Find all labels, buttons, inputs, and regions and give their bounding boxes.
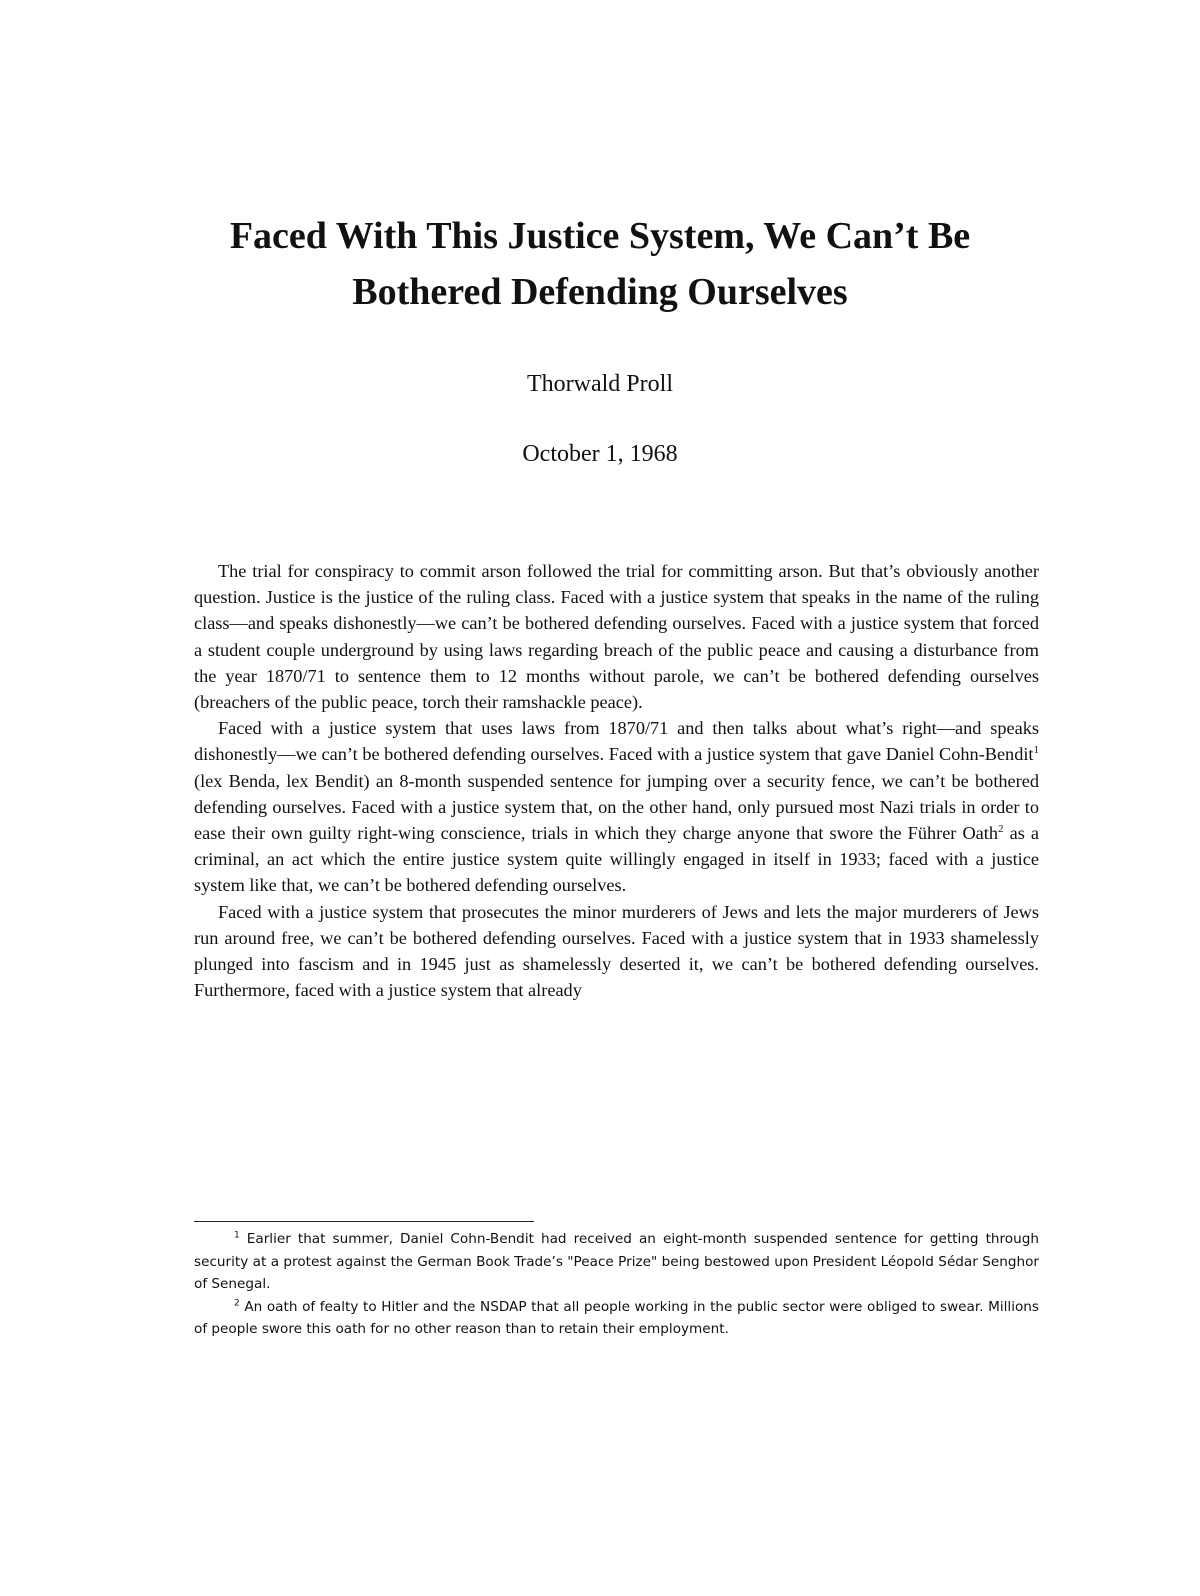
footnote-marker-2: 2 <box>234 1297 240 1308</box>
body-text <box>194 558 1039 1003</box>
title-line-2: Bothered Defending Ourselves <box>352 271 848 313</box>
page-title <box>150 208 1050 320</box>
paragraph-2 <box>194 715 1039 898</box>
footnote-ref-1[interactable]: 1 <box>1033 744 1039 757</box>
footnote-2 <box>194 1296 1039 1341</box>
paragraph-2-part-c: as a criminal, an act which the entire justice system quite willingly engaged in itself in 1933; faced with a justice system like that, we can’t be bothered defending ourselves. <box>194 823 1040 896</box>
footnote-ref-2[interactable]: 2 <box>998 822 1004 835</box>
paragraph-3: Faced with a justice system that prosecutes the minor murderers of Jews and lets the major murderers of Jews run around free, we can’t be bothered defending ourselves. Faced with a justice system that in 1933 shamelessly plunged into fascism and in 1945 just as shamelessly deserted it, we can’t be bothered defending ourselves. Furthermore, faced with a justice system that already <box>194 901 1039 1001</box>
footnotes-section <box>194 1228 1039 1341</box>
footnote-1-text: Earlier that summer, Daniel Cohn-Bendit had received an eight-month suspended sentence for getting through security at a protest against the German Book Trade’s "Peace Prize" being bestowed upon President Léopold Sédar Senghor of Senegal. <box>194 1231 1039 1292</box>
footnote-1 <box>194 1228 1039 1296</box>
footnote-divider <box>194 1221 534 1222</box>
publication-date: October 1, 1968 <box>522 441 678 467</box>
footnote-2-text: An oath of fealty to Hitler and the NSDAP that all people working in the public sector were obliged to swear. Millions of people swore this oath for no other reason than to retain their employment. <box>194 1298 1039 1337</box>
paragraph-2-part-a: Faced with a justice system that uses laws from 1870/71 and then talks about what’s right—and speaks dishonestly—we can’t be bothered defending ourselves. Faced with a justice system that gave Daniel Cohn-Bendit <box>194 718 1039 765</box>
author-name: Thorwald Proll <box>527 371 673 397</box>
footnote-marker-1: 1 <box>234 1230 240 1241</box>
paragraph-1: The trial for conspiracy to commit arson followed the trial for committing arson. But that’s obviously another question. Justice is the justice of the ruling class. Faced with a justice system that speaks in the name of the ruling class—and speaks dishonestly—we can’t be bothered defending ourselves. Faced with a justice system that forced a student couple underground by using laws regarding breach of the public peace and causing a disturbance from the year 1870/71 to sentence them to 12 months without parole, we can’t be bothered defending ourselves (breachers of the public peace, torch their ramshackle peace). <box>194 561 1039 713</box>
paragraph-2-part-b: (lex Benda, lex Bendit) an 8-month suspended sentence for jumping over a security fence, we can’t be bothered defending ourselves. Faced with a justice system that, on the other hand, only pursued most Nazi trials in order to ease their own guilty right-wing conscience, trials in which they charge anyone that swore the Führer Oath <box>194 770 1039 844</box>
title-line-1: Faced With This Justice System, We Can’t Be <box>229 215 971 257</box>
